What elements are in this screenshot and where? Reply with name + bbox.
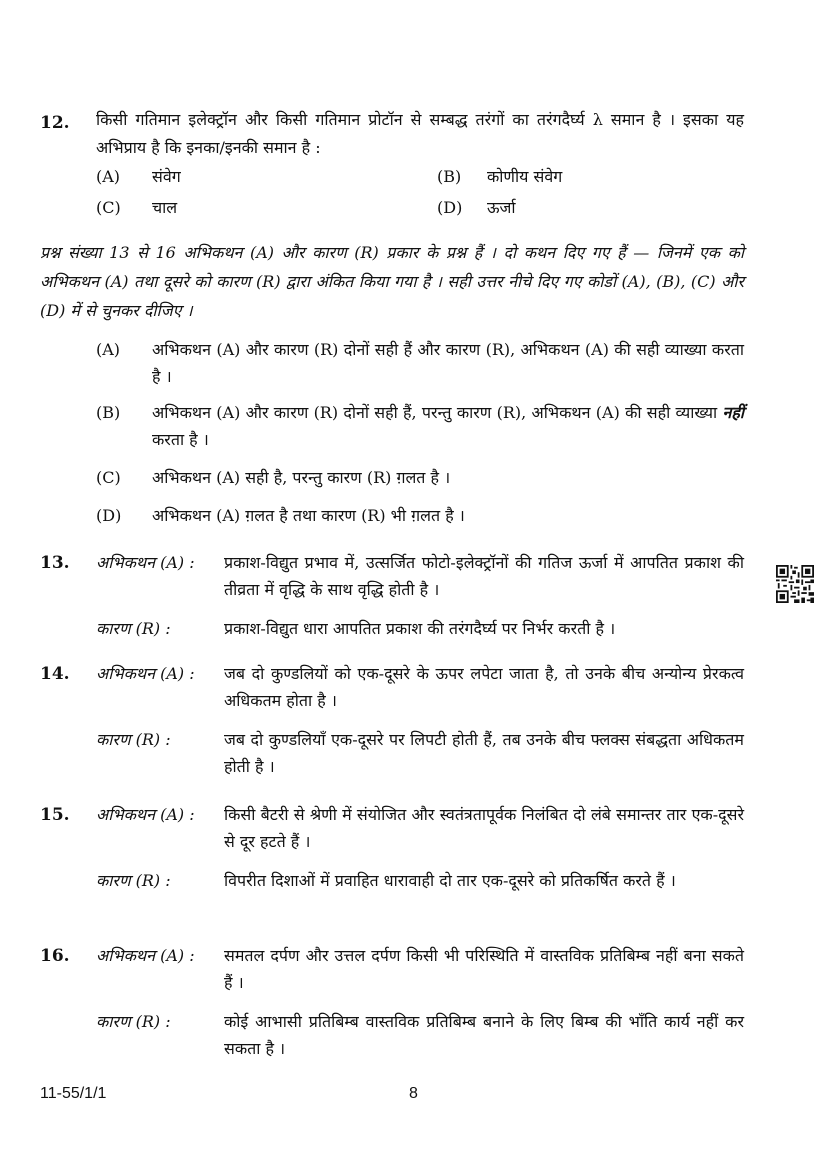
option-key: (C) — [96, 198, 121, 217]
reason-label: कारण (R) : — [96, 871, 171, 890]
code-text-after: करता है । — [152, 430, 209, 449]
instructions: प्रश्न संख्या 13 से 16 अभिकथन (A) और कारण (R) प्रकार के प्रश्न हैं । दो कथन दिए गए हैं — जिनमें एक को अभिकथन (A) तथा दूसरे को कारण (R) द्वारा अंकित किया गया है । सही उत्तर नीचे दिए गए कोडों (A), (B), (C) और (D) में से चुनकर दीजिए । — [40, 243, 744, 320]
reason-text: जब दो कुण्डलियाँ एक-दूसरे पर लिपटी होती हैं, तब उनके बीच फ्लक्स संबद्धता अधिकतम होती है । — [224, 730, 744, 776]
code-key: (C) — [96, 468, 121, 487]
assertion-text: जब दो कुण्डलियों को एक-दूसरे के ऊपर लपेटा जाता है, तो उनके बीच अन्योन्य प्रेरकत्व अधिकतम होता है । — [224, 664, 744, 710]
code-text — [152, 399, 744, 453]
code-emphasis: नहीं — [722, 403, 745, 422]
paper-code: 11-55/1/1 — [40, 1085, 107, 1102]
assertion-text: प्रकाश-विद्युत प्रभाव में, उत्सर्जित फोटो-इलेक्ट्रॉनों की गतिज ऊर्जा में आपतित प्रकाश की तीव्रता में वृद्धि के साथ वृद्धि होती है । — [224, 553, 744, 599]
assertion-label: अभिकथन (A) : — [96, 946, 195, 965]
code-key: (D) — [96, 506, 122, 525]
option-text: कोणीय संवेग — [487, 167, 563, 186]
reason-label: कारण (R) : — [96, 730, 171, 749]
option-key: (B) — [437, 167, 462, 186]
question-number: 14. — [40, 664, 70, 684]
option-text: संवेग — [152, 167, 181, 186]
option-key: (A) — [96, 167, 121, 186]
assertion-label: अभिकथन (A) : — [96, 553, 195, 572]
assertion-label: अभिकथन (A) : — [96, 805, 195, 824]
reason-text: कोई आभासी प्रतिबिम्ब वास्तविक प्रतिबिम्ब बनाने के लिए बिम्ब की भाँति कार्य नहीं कर सकता है । — [224, 1012, 744, 1058]
reason-text: प्रकाश-विद्युत धारा आपतित प्रकाश की तरंगदैर्घ्य पर निर्भर करती है । — [224, 619, 616, 638]
code-key: (A) — [96, 340, 121, 359]
question-number: 15. — [40, 805, 70, 825]
code-text-before: अभिकथन (A) और कारण (R) दोनों सही हैं, परन्तु कारण (R), अभिकथन (A) की सही व्याख्या — [152, 403, 718, 422]
code-text: अभिकथन (A) ग़लत है तथा कारण (R) भी ग़लत है । — [152, 506, 465, 525]
assertion-text: समतल दर्पण और उत्तल दर्पण किसी भी परिस्थिति में वास्तविक प्रतिबिम्ब नहीं बना सकते हैं । — [224, 946, 744, 992]
reason-label: कारण (R) : — [96, 619, 171, 638]
code-text: अभिकथन (A) सही है, परन्तु कारण (R) ग़लत है । — [152, 468, 451, 487]
reason-text: विपरीत दिशाओं में प्रवाहित धारावाही दो तार एक-दूसरे को प्रतिकर्षित करते हैं । — [224, 871, 676, 890]
question-number: 16. — [40, 946, 70, 966]
question-text: किसी गतिमान इलेक्ट्रॉन और किसी गतिमान प्रोटॉन से सम्बद्ध तरंगों का तरंगदैर्घ्य λ समान है । इसका यह अभिप्राय है कि इनका/इनकी समान है : — [96, 110, 744, 157]
page-number: 8 — [409, 1085, 418, 1102]
option-text: ऊर्जा — [487, 198, 516, 217]
question-number: 12. — [40, 113, 70, 133]
reason-label: कारण (R) : — [96, 1012, 171, 1031]
option-text: चाल — [152, 198, 178, 217]
option-key: (D) — [437, 198, 463, 217]
code-key: (B) — [96, 403, 121, 422]
question-number: 13. — [40, 553, 70, 573]
assertion-text: किसी बैटरी से श्रेणी में संयोजित और स्वतंत्रतापूर्वक निलंबित दो लंबे समान्तर तार एक-दूसरे से दूर हटते हैं । — [224, 805, 744, 851]
qr-code — [776, 565, 814, 603]
code-text: अभिकथन (A) और कारण (R) दोनों सही हैं और कारण (R), अभिकथन (A) की सही व्याख्या करता है । — [152, 340, 744, 386]
assertion-label: अभिकथन (A) : — [96, 664, 195, 683]
